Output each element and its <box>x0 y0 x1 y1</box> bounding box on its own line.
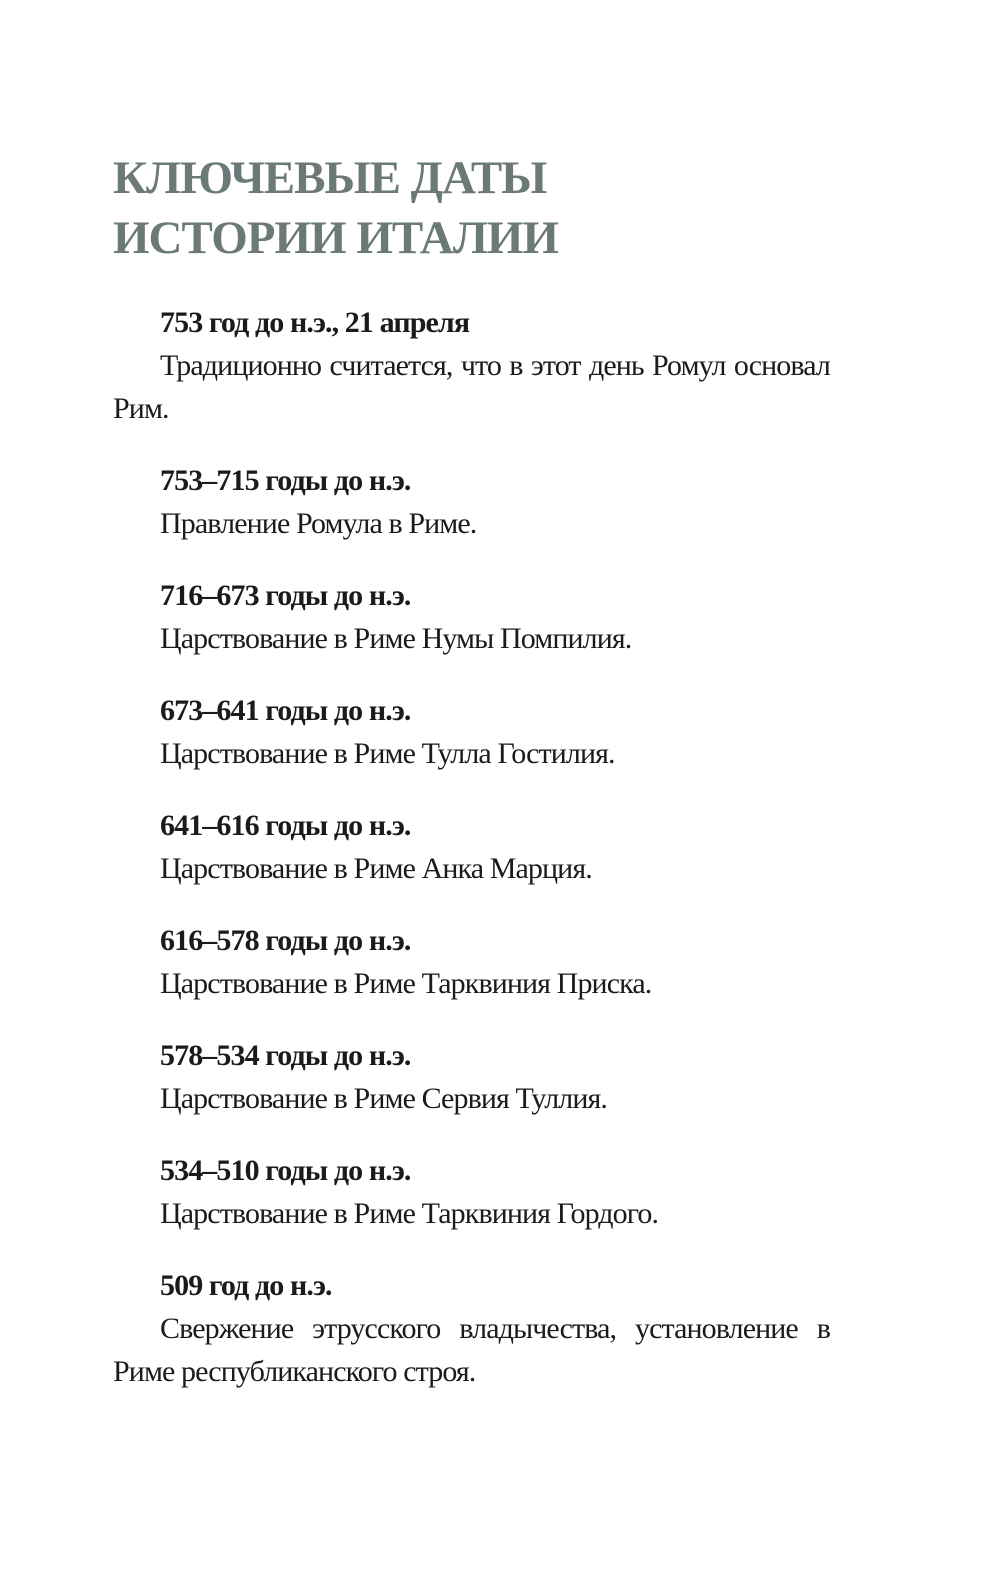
book-page <box>113 148 830 1393</box>
timeline-entry <box>113 1149 830 1235</box>
entry-date: 641–616 годы до н.э. <box>160 809 411 842</box>
entry-date: 753–715 годы до н.э. <box>160 464 411 497</box>
entry-description: Царствование в Риме Тарквиния Гордого. <box>160 1197 659 1230</box>
entry-date: 716–673 годы до н.э. <box>160 579 411 612</box>
entry-date: 753 год до н.э., 21 апреля <box>160 306 470 339</box>
entry-date: 509 год до н.э. <box>160 1269 332 1302</box>
entry-description: Царствование в Риме Тулла Гостилия. <box>160 737 615 770</box>
timeline-entry <box>113 804 830 890</box>
entry-description: Правление Ромула в Риме. <box>160 507 477 540</box>
entry-description: Царствование в Риме Анка Марция. <box>160 852 592 885</box>
entry-date: 534–510 годы до н.э. <box>160 1154 411 1187</box>
timeline-entry <box>113 301 830 430</box>
entry-description: Свержение этрусского владычества, установление в Риме республиканского строя. <box>113 1312 830 1388</box>
entry-date: 578–534 годы до н.э. <box>160 1039 411 1072</box>
timeline-entries <box>113 301 830 1393</box>
entry-description: Традиционно считается, что в этот день Ромул основал Рим. <box>113 349 830 425</box>
timeline-entry <box>113 1034 830 1120</box>
entry-date: 616–578 годы до н.э. <box>160 924 411 957</box>
entry-description: Царствование в Риме Тарквиния Приска. <box>160 967 652 1000</box>
entry-date: 673–641 годы до н.э. <box>160 694 411 727</box>
entry-description: Царствование в Риме Нумы Помпилия. <box>160 622 632 655</box>
timeline-entry <box>113 459 830 545</box>
page-title <box>113 148 830 268</box>
timeline-entry <box>113 574 830 660</box>
timeline-entry <box>113 689 830 775</box>
timeline-entry <box>113 919 830 1005</box>
page-title-line-1: КЛЮЧЕВЫЕ ДАТЫ <box>113 152 547 204</box>
page-title-line-2: ИСТОРИИ ИТАЛИИ <box>113 212 559 264</box>
timeline-entry <box>113 1264 830 1393</box>
entry-description: Царствование в Риме Сервия Туллия. <box>160 1082 607 1115</box>
